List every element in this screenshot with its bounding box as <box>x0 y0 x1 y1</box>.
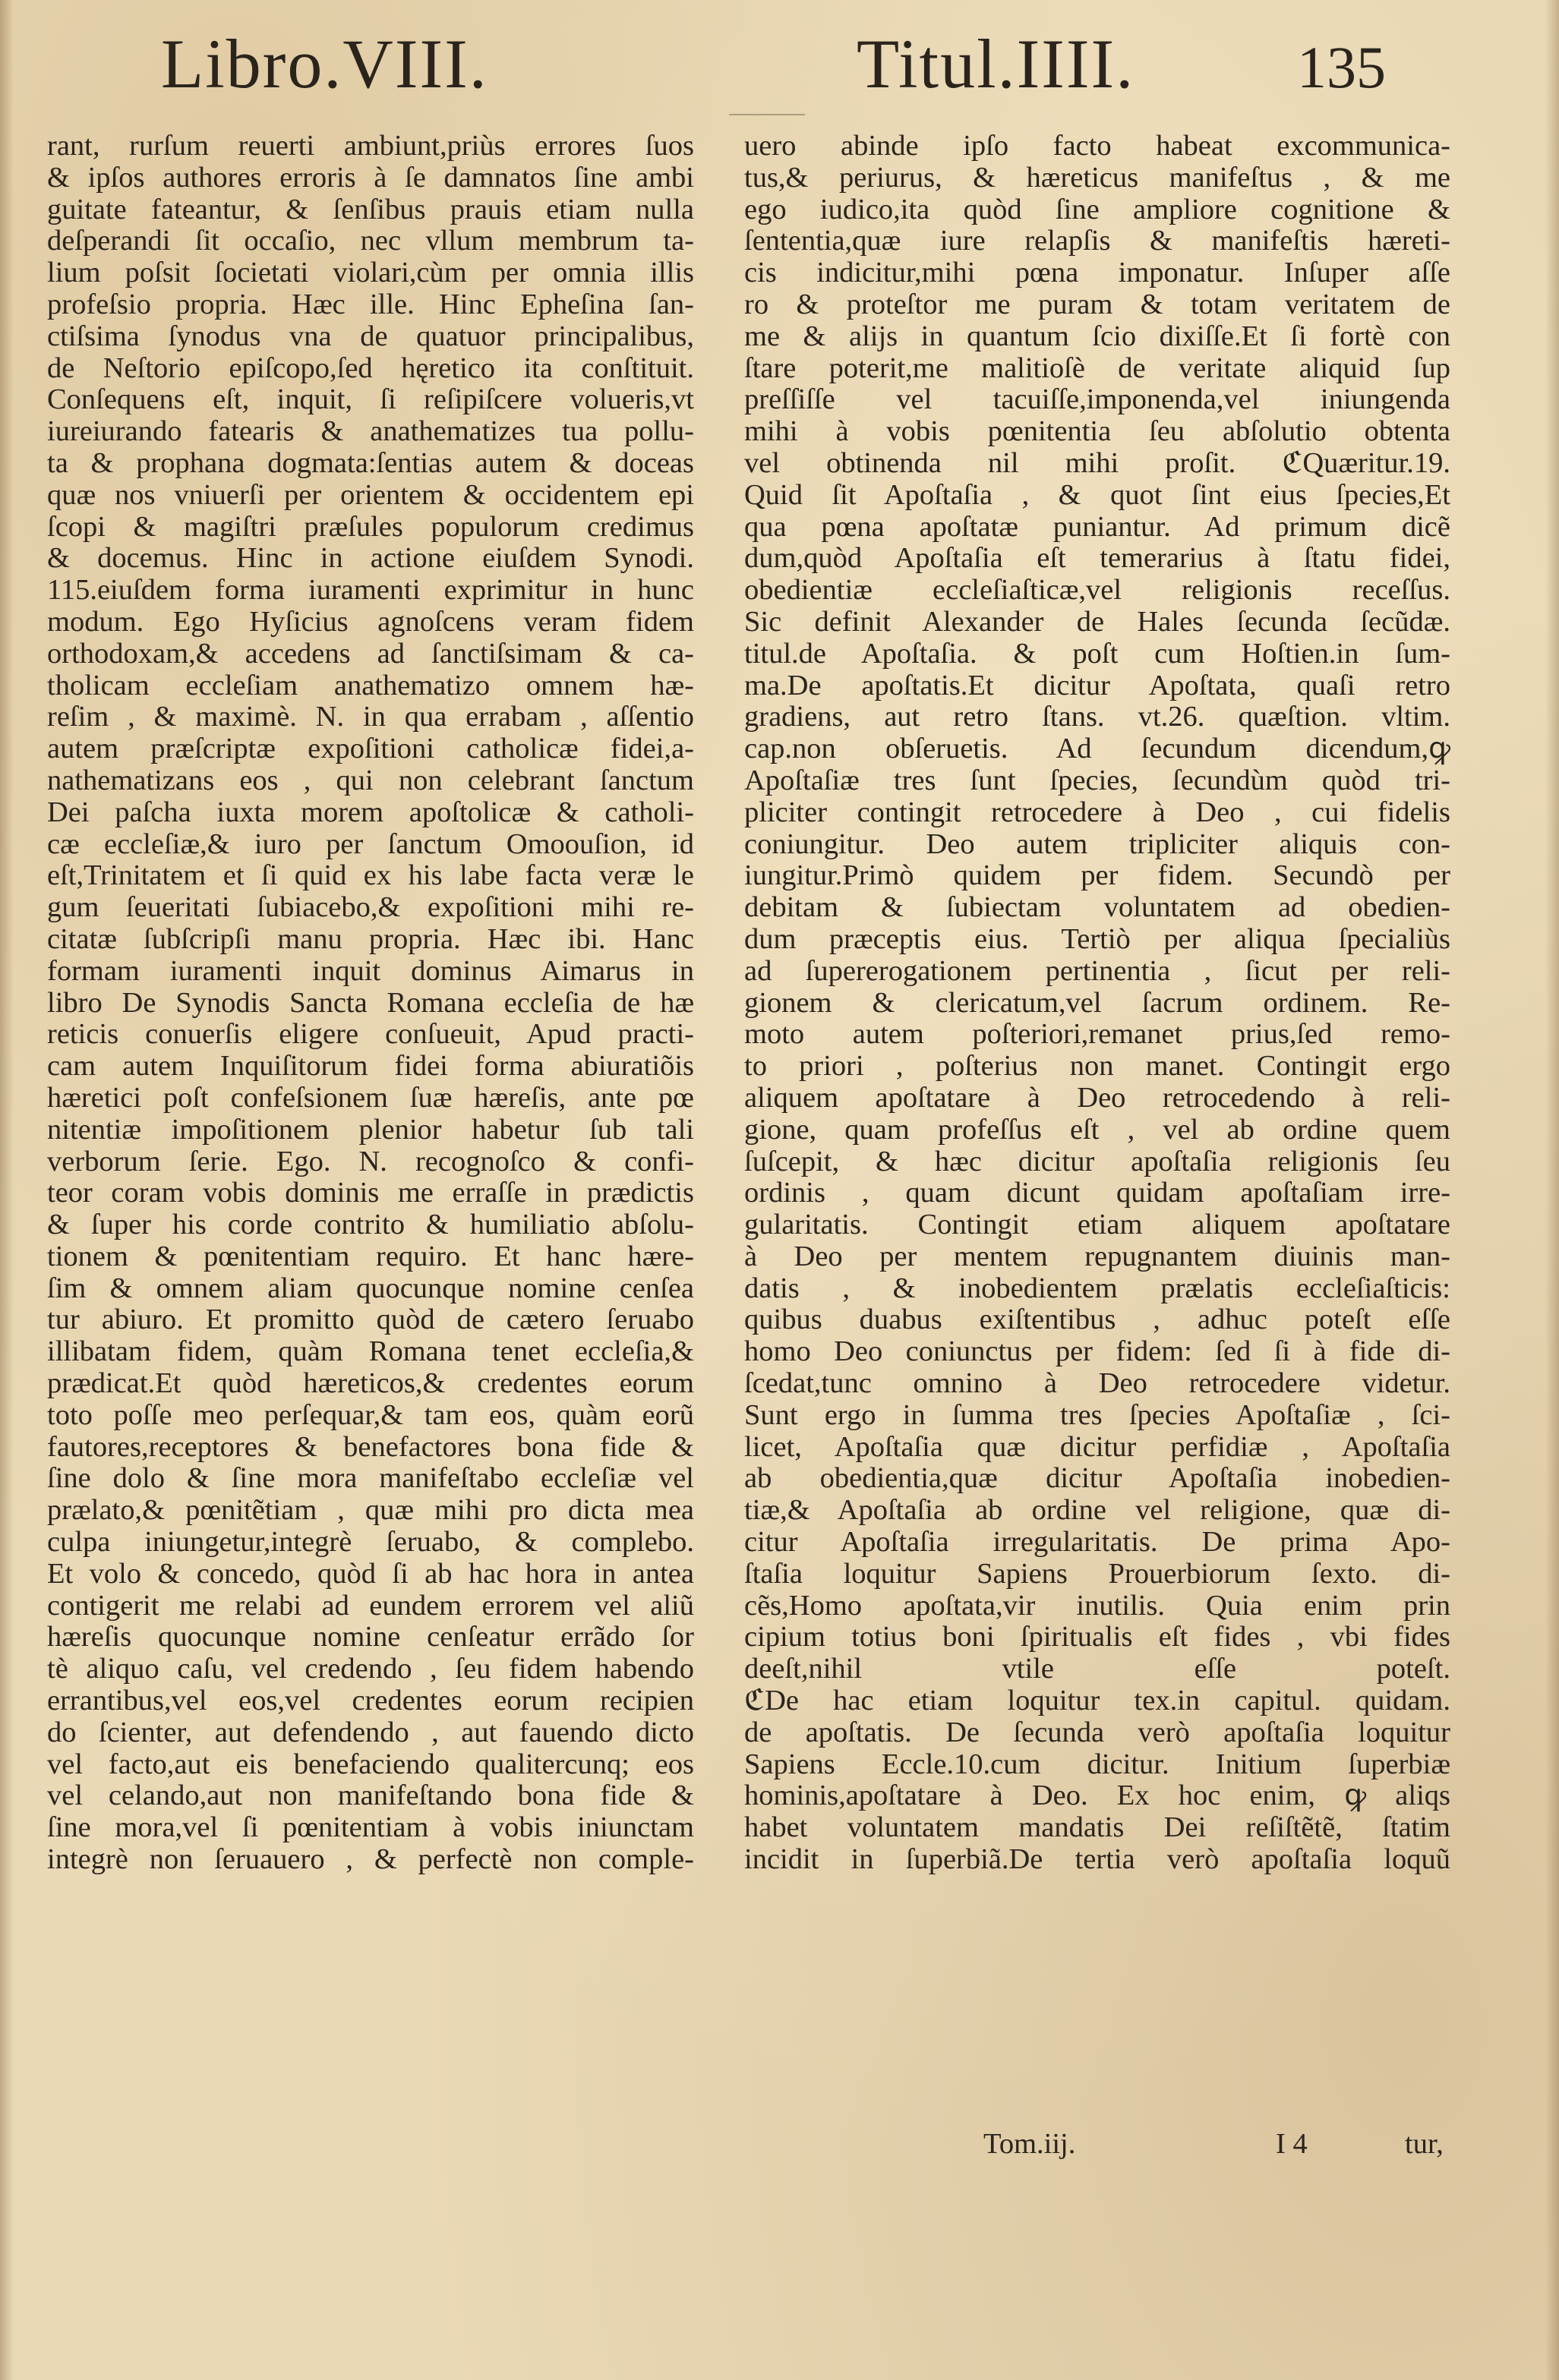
text-line: rant, rurſum reuerti ambiunt,priùs errores ſuos <box>47 130 694 162</box>
text-line: hæreſis quocunque nomine cenſeatur errãdo ſor <box>47 1621 694 1653</box>
text-line: deſperandi ſit occaſio, nec vllum membrum ta- <box>47 225 694 257</box>
text-line: ſim & omnem aliam quocunque nomine cenſea <box>47 1272 694 1304</box>
text-line: nitentiæ impoſitionem plenior habetur ſub tali <box>47 1113 694 1146</box>
text-line: datis , & inobedientem prælatis eccleſiaſticis: <box>744 1272 1450 1304</box>
text-line: dum,quòd Apoſtaſia eſt temerarius à ſtatu fidei, <box>744 542 1450 575</box>
text-line: 115.eiuſdem forma iuramenti exprimitur in hunc <box>47 574 694 607</box>
text-line: do ſcienter, aut defendendo , aut fauendo dicto <box>47 1716 694 1748</box>
text-line: Et volo & concedo, quòd ſi ab hac hora in antea <box>47 1557 694 1590</box>
text-line: homo Deo coniunctus per fidem: ſed ſi à fide di- <box>744 1335 1450 1368</box>
text-line: lium poſsit ſocietati violari,cùm per omnia illis <box>47 257 694 289</box>
text-line: ad ſupererogationem pertinentia , ſicut per reli- <box>744 954 1450 987</box>
text-line: tiæ,& Apoſtaſia ab ordine vel religione, quæ di- <box>744 1494 1450 1527</box>
page-edge-shadow-right <box>1545 0 1559 2380</box>
text-line: libro De Synodis Sancta Romana eccleſia de hæ <box>47 986 694 1019</box>
text-line: ſententia,quæ iure relapſis & manifeſtis hæreti- <box>744 225 1450 257</box>
running-title-title: Titul.IIII. <box>857 25 1135 102</box>
text-line: gularitatis. Contingit etiam aliquem apoſtatare <box>744 1209 1450 1241</box>
text-line: coniungitur. Deo autem tripliciter aliquis con- <box>744 827 1450 860</box>
text-line: illibatam fidem, quàm Romana tenet eccleſia,& <box>47 1335 694 1368</box>
text-line: pliciter contingit retrocedere à Deo , cui fidelis <box>744 796 1450 828</box>
text-line: integrè non ſeruauero , & perfectè non comple- <box>47 1843 694 1876</box>
text-line: citur Apoſtaſia irregularitatis. De prima Apo- <box>744 1526 1450 1559</box>
text-line: nathematizans eos , qui non celebrant ſanctum <box>47 764 694 796</box>
text-line: prælato,& pœnitẽtiam , quæ mihi pro dicta mea <box>47 1494 694 1527</box>
text-line: titul.de Apoſtaſia. & poſt cum Hoſtien.in ſum- <box>744 637 1450 670</box>
text-line: mihi à vobis pœnitentia ſeu abſolutio obtenta <box>744 415 1450 448</box>
text-line: Sic definit Alexander de Hales ſecunda ſecũdæ. <box>744 605 1450 638</box>
text-line: prædicat.Et quòd hæreticos,& credentes eorum <box>47 1367 694 1400</box>
text-line: tionem & pœnitentiam requiro. Et hanc hære- <box>47 1240 694 1272</box>
text-line: gionem & clericatum,vel ſacrum ordinem. Re- <box>744 986 1450 1019</box>
text-line: contigerit me relabi ad eundem errorem vel aliũ <box>47 1589 694 1622</box>
text-line: debitam & ſubiectam voluntatem ad obedien- <box>744 891 1450 924</box>
text-line: ma.De apoſtatis.Et dicitur Apoſtata, quaſi retro <box>744 669 1450 701</box>
text-line: tur abiuro. Et promitto quòd de cætero ſeruabo <box>47 1303 694 1336</box>
text-line: teor coram vobis dominis me erraſſe in prædictis <box>47 1177 694 1209</box>
text-line: gradiens, aut retro ſtans. vt.26. quæſtion. vltim. <box>744 701 1450 733</box>
text-line: ſuſcepit, & hæc dicitur apoſtaſia religionis ſeu <box>744 1145 1450 1177</box>
text-line: deeſt,nihil vtile eſſe poteſt. <box>744 1653 1450 1685</box>
text-line: ego iudico,ita quòd ſine ampliore cognitione & <box>744 193 1450 225</box>
text-line: de Neſtorio epiſcopo,ſed hęretico ita conſtituit. <box>47 351 694 384</box>
text-line: dum præceptis eius. Tertiò per aliqua ſpecialiùs <box>744 922 1450 955</box>
text-line: ta & prophana dogmata:ſentias autem & doceas <box>47 446 694 479</box>
text-line: ro & proteſtor me puram & totam veritatem de <box>744 288 1450 320</box>
text-line: tè aliquo caſu, vel credendo , ſeu fidem habendo <box>47 1653 694 1685</box>
text-line: ordinis , quam dicunt quidam apoſtaſiam irre- <box>744 1177 1450 1209</box>
text-line: toto poſſe meo perſequar,& tam eos, quàm eorũ <box>47 1398 694 1431</box>
text-line: cap.non obſeruetis. Ad ſecundum dicendum,ꝙ <box>744 733 1450 765</box>
text-line: hæretici poſt confeſsionem ſuæ hæreſis, ante pœ <box>47 1081 694 1114</box>
text-line: autem præſcriptæ expoſitioni catholicæ fidei,a- <box>47 733 694 765</box>
text-line: ab obedientia,quæ dicitur Apoſtaſia inobedien- <box>744 1462 1450 1495</box>
text-line: licet, Apoſtaſia quæ dicitur perfidiæ , Apoſtaſia <box>744 1430 1450 1463</box>
text-line: cam autem Inquiſitorum fidei forma abiuratiõis <box>47 1050 694 1083</box>
text-line: hominis,apoſtatare à Deo. Ex hoc enim, ꝙ aliqs <box>744 1779 1450 1812</box>
text-line: tus,& periurus, & hæreticus manifeſtus , & me <box>744 161 1450 194</box>
text-line: moto autem poſteriori,remanet prius,ſed remo- <box>744 1018 1450 1051</box>
text-line: reſim , & maximè. N. in qua errabam , aſſentio <box>47 701 694 733</box>
text-line: gione, quam profeſſus eſt , vel ab ordine quem <box>744 1113 1450 1146</box>
text-line: Quid ſit Apoſtaſia , & quot ſint eius ſpecies,Et <box>744 478 1450 511</box>
text-line: citatæ ſubſcripſi manu propria. Hæc ibi. Hanc <box>47 922 694 955</box>
text-line: Sunt ergo in ſumma tres ſpecies Apoſtaſiæ , ſci- <box>744 1398 1450 1431</box>
gutter-rule <box>729 114 805 120</box>
folio-number: 135 <box>1297 34 1386 100</box>
text-line: & docemus. Hinc in actione eiuſdem Synodi. <box>47 542 694 575</box>
text-line: vel celando,aut non manifeſtando bona fide & <box>47 1779 694 1812</box>
text-line: ſine mora,vel ſi pœnitentiam à vobis iniunctam <box>47 1811 694 1844</box>
text-line: qua pœna apoſtatæ puniantur. Ad primum dicẽ <box>744 510 1450 543</box>
text-line: ℭDe hac etiam loquitur tex.in capitul. quidam. <box>744 1685 1450 1717</box>
left-text-column <box>47 131 694 1876</box>
text-line: tholicam eccleſiam anathematizo omnem hæ- <box>47 669 694 701</box>
text-line: cẽs,Homo apoſtata,vir inutilis. Quia enim prin <box>744 1589 1450 1622</box>
text-line: formam iuramenti inquit dominus Aimarus in <box>47 954 694 987</box>
text-line: gum ſeueritati ſubiacebo,& expoſitioni mihi re- <box>47 891 694 924</box>
text-line: reticis conuerſis eligere conſueuit, Apud practi- <box>47 1018 694 1051</box>
text-line: iungitur.Primò quidem per fidem. Secundò per <box>744 859 1450 892</box>
text-line: verborum ſerie. Ego. N. recognoſco & confi- <box>47 1145 694 1177</box>
page-edge-shadow-left <box>0 0 14 2380</box>
text-line: & ipſos authores erroris à ſe damnatos ſine ambi <box>47 161 694 194</box>
text-line: Conſequens eſt, inquit, ſi reſipiſcere volueris,vt <box>47 383 694 416</box>
text-line: vel obtinenda nil mihi proſit. ℭQuæritur.19. <box>744 446 1450 479</box>
text-line: fautores,receptores & benefactores bona fide & <box>47 1430 694 1463</box>
catchword: tur, <box>1405 2128 1444 2160</box>
text-line: errantibus,vel eos,vel credentes eorum recipien <box>47 1685 694 1717</box>
text-line: habet voluntatem mandatis Dei reſiſtẽtẽ, ſtatim <box>744 1811 1450 1844</box>
text-line: Dei paſcha iuxta morem apoſtolicæ & catholi- <box>47 796 694 828</box>
text-line: aliquem apoſtatare à Deo retrocedendo à reli- <box>744 1081 1450 1114</box>
text-line: ſtare poterit,me malitioſè de veritate aliquid ſup <box>744 351 1450 384</box>
gathering-signature-mark: I 4 <box>1276 2128 1308 2160</box>
text-line: de apoſtatis. De ſecunda verò apoſtaſia loquitur <box>744 1716 1450 1748</box>
text-line: guitate fateantur, & ſenſibus prauis etiam nulla <box>47 193 694 225</box>
text-line: preſſiſſe vel tacuiſſe,imponenda,vel iniungenda <box>744 383 1450 416</box>
text-line: quæ nos vniuerſi per orientem & occidentem epi <box>47 478 694 511</box>
text-line: ſine dolo & ſine mora manifeſtabo eccleſiæ vel <box>47 1462 694 1495</box>
text-line: quibus duabus exiſtentibus , adhuc poteſt eſſe <box>744 1303 1450 1336</box>
text-line: ſtaſia loquitur Sapiens Prouerbiorum ſexto. di- <box>744 1557 1450 1590</box>
text-line: iureiurando fatearis & anathematizes tua pollu- <box>47 415 694 448</box>
text-line: me & alijs in quantum ſcio dixiſſe.Et ſi fortè con <box>744 320 1450 352</box>
text-line: obedientiæ eccleſiaſticæ,vel religionis receſſus. <box>744 574 1450 607</box>
text-line: cis indicitur,mihi pœna imponatur. Inſuper aſſe <box>744 257 1450 289</box>
right-text-column <box>744 131 1450 1876</box>
text-line: eſt,Trinitatem et ſi quid ex his labe facta veræ le <box>47 859 694 892</box>
text-line: vel facto,aut eis benefaciendo qualitercunq; eos <box>47 1748 694 1780</box>
text-line: incidit in ſuperbiã.De tertia verò apoſtaſia loquũ <box>744 1843 1450 1876</box>
text-line: Sapiens Eccle.10.cum dicitur. Initium ſuperbiæ <box>744 1748 1450 1780</box>
text-line: to priori , poſterius non manet. Contingit ergo <box>744 1050 1450 1083</box>
text-line: à Deo per mentem repugnantem diuinis man- <box>744 1240 1450 1272</box>
text-line: culpa iniungetur,integrè ſeruabo, & complebo. <box>47 1526 694 1559</box>
text-line: cæ eccleſiæ,& iuro per ſanctum Omoouſion, id <box>47 827 694 860</box>
text-line: modum. Ego Hyſicius agnoſcens veram fidem <box>47 605 694 638</box>
text-line: & ſuper his corde contrito & humiliatio abſolu- <box>47 1209 694 1241</box>
text-line: uero abinde ipſo facto habeat excommunica- <box>744 130 1450 162</box>
text-line: cipium totius boni ſpiritualis eſt fides , vbi fides <box>744 1621 1450 1653</box>
text-line: Apoſtaſiæ tres ſunt ſpecies, ſecundùm quòd tri- <box>744 764 1450 796</box>
text-line: ctiſsima ſynodus vna de quatuor principalibus, <box>47 320 694 352</box>
text-line: orthodoxam,& accedens ad ſanctiſsimam & ca- <box>47 637 694 670</box>
text-line: ſcedat,tunc omnino à Deo retrocedere videtur. <box>744 1367 1450 1400</box>
running-title-book: Libro.VIII. <box>161 25 488 102</box>
page-footer <box>744 2127 1450 2165</box>
running-header <box>0 23 1559 114</box>
text-line: ſcopi & magiſtri præſules populorum credimus <box>47 510 694 543</box>
volume-signature: Tom.iij. <box>983 2128 1076 2160</box>
text-line: profeſsio propria. Hæc ille. Hinc Epheſina ſan- <box>47 288 694 320</box>
